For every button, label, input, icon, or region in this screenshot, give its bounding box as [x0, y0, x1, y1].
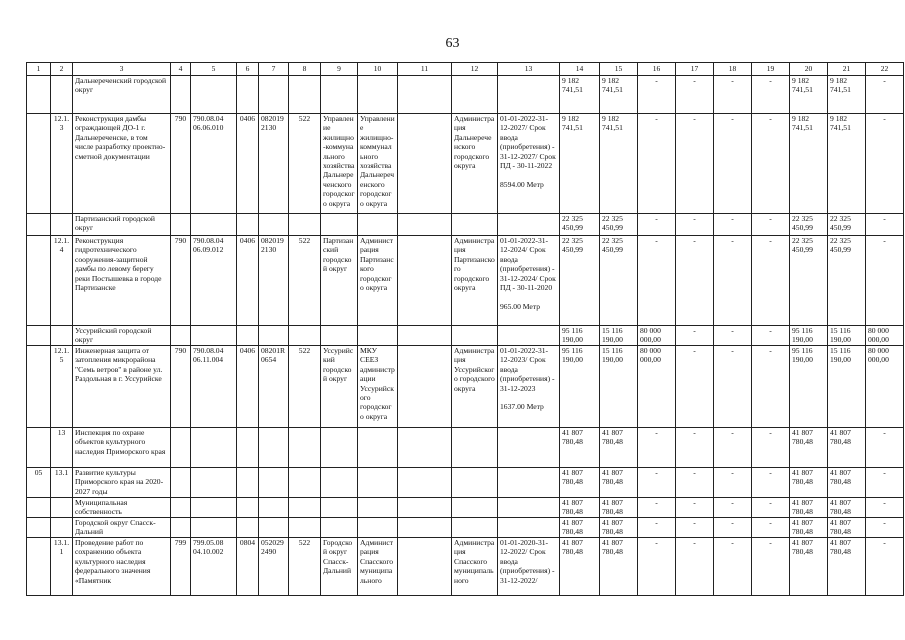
table-cell [358, 428, 398, 468]
table-cell [358, 76, 398, 114]
table-cell: - [714, 468, 752, 498]
table-cell: 12.1.4 [51, 236, 73, 326]
table-cell [358, 326, 398, 346]
table-cell: - [676, 538, 714, 596]
table-cell: - [752, 468, 790, 498]
column-number: 8 [289, 63, 321, 76]
table-cell: 9 182 741,51 [600, 76, 638, 114]
table-cell: - [714, 236, 752, 326]
column-number: 20 [790, 63, 828, 76]
table-cell: - [638, 236, 676, 326]
table-cell: 41 807 780,48 [828, 498, 866, 518]
table-row [27, 76, 904, 114]
table-cell: 522 [289, 346, 321, 428]
table-cell: 9 182 741,51 [790, 114, 828, 214]
table-cell [289, 214, 321, 236]
table-cell: - [638, 468, 676, 498]
table-cell [452, 518, 498, 538]
table-cell: 15 116 190,00 [600, 326, 638, 346]
table-cell: 22 325 450,99 [600, 214, 638, 236]
table-cell: 9 182 741,51 [560, 76, 600, 114]
table-cell: - [638, 76, 676, 114]
table-cell [498, 518, 560, 538]
column-number: 9 [321, 63, 358, 76]
table-cell: Администрация Партизанского городского округа [452, 236, 498, 326]
column-number: 1 [27, 63, 51, 76]
table-cell: 95 116 190,00 [790, 326, 828, 346]
table-cell: - [752, 214, 790, 236]
table-cell [398, 76, 452, 114]
table-cell [259, 214, 289, 236]
column-number: 22 [866, 63, 904, 76]
table-cell [259, 468, 289, 498]
table-cell: 01-01-2022-31-12-2023/ Срок ввода (приобретения) - 31-12-2023 1637.00 Метр [498, 346, 560, 428]
table-cell: - [866, 468, 904, 498]
column-number: 17 [676, 63, 714, 76]
table-cell: - [752, 538, 790, 596]
column-number: 12 [452, 63, 498, 76]
table-cell: 15 116 190,00 [828, 346, 866, 428]
table-cell: 95 116 190,00 [790, 346, 828, 428]
column-number: 21 [828, 63, 866, 76]
table-cell [321, 468, 358, 498]
table-cell: - [714, 76, 752, 114]
table-cell [237, 518, 259, 538]
table-cell: - [714, 346, 752, 428]
table-cell [259, 326, 289, 346]
table-cell [452, 326, 498, 346]
table-cell: Городской округ Спасск-Дальний [321, 538, 358, 596]
table-cell [398, 518, 452, 538]
table-cell: - [714, 214, 752, 236]
table-cell [398, 468, 452, 498]
column-number: 5 [191, 63, 237, 76]
table-cell: Проведение работ по сохранению объекта культурного наследия федерального значения «Памятник [73, 538, 171, 596]
table-cell: 12.1.3 [51, 114, 73, 214]
table-cell: 41 807 780,48 [560, 498, 600, 518]
table-cell [452, 214, 498, 236]
table-cell: - [714, 518, 752, 538]
table-cell [452, 498, 498, 518]
table-cell: Инспекция по охране объектов культурного наследия Приморского края [73, 428, 171, 468]
table-cell: 01-01-2020-31-12-2022/ Срок ввода (приобретения) - 31-12-2022/ [498, 538, 560, 596]
table-cell: - [714, 428, 752, 468]
column-number: 18 [714, 63, 752, 76]
table-cell: Развитие культуры Приморского края на 2020-2027 годы [73, 468, 171, 498]
table-cell: Уссурийский городской округ [73, 326, 171, 346]
table-cell: Дальнереченский городской округ [73, 76, 171, 114]
table-cell [237, 326, 259, 346]
table-cell: 22 325 450,99 [790, 236, 828, 326]
table-cell [452, 428, 498, 468]
table-cell: - [752, 346, 790, 428]
table-cell: - [676, 114, 714, 214]
table-cell [191, 428, 237, 468]
table-cell: 13.1 [51, 468, 73, 498]
table-cell: 95 116 190,00 [560, 326, 600, 346]
table-cell: 41 807 780,48 [790, 518, 828, 538]
table-cell: 22 325 450,99 [828, 236, 866, 326]
table-cell [27, 114, 51, 214]
table-cell [498, 498, 560, 518]
table-cell: 13.1.1 [51, 538, 73, 596]
table-cell: - [752, 326, 790, 346]
table-cell [398, 538, 452, 596]
table-cell: Администрация Уссурийского городского округа [452, 346, 498, 428]
table-cell [289, 468, 321, 498]
table-row [27, 498, 904, 518]
table-cell [27, 518, 51, 538]
table-cell: 41 807 780,48 [600, 428, 638, 468]
table-cell: 41 807 780,48 [560, 428, 600, 468]
table-cell [289, 498, 321, 518]
table-cell: 9 182 741,51 [828, 114, 866, 214]
table-cell: - [676, 76, 714, 114]
table-cell: - [638, 518, 676, 538]
table-cell: 80 000 000,00 [638, 346, 676, 428]
column-number: 15 [600, 63, 638, 76]
table-cell [191, 76, 237, 114]
table-cell: - [676, 498, 714, 518]
table-cell [27, 214, 51, 236]
table-cell: Реконструкция дамбы ограждающей ДО-1 г. Дальнереченске, в том числе разработку проектно-сметной документации [73, 114, 171, 214]
table-cell [171, 76, 191, 114]
table-cell [171, 518, 191, 538]
table-cell: - [752, 428, 790, 468]
table-cell: 41 807 780,48 [600, 518, 638, 538]
table-row [27, 346, 904, 428]
table-cell: 95 116 190,00 [560, 346, 600, 428]
table-cell: 08201R 0654 [259, 346, 289, 428]
table-cell: 790.08.04 06.06.010 [191, 114, 237, 214]
table-cell [398, 346, 452, 428]
table-cell: - [752, 114, 790, 214]
table-row [27, 518, 904, 538]
table-cell: - [676, 346, 714, 428]
table-cell: 12.1.5 [51, 346, 73, 428]
table-cell [321, 76, 358, 114]
table-cell: 01-01-2022-31-12-2024/ Срок ввода (приобретения) - 31-12-2024/ Срок ПД - 30-11-2020 965.00 Метр [498, 236, 560, 326]
table-cell: - [638, 538, 676, 596]
table-cell: - [638, 428, 676, 468]
column-number: 10 [358, 63, 398, 76]
table-cell: 9 182 741,51 [560, 114, 600, 214]
table-cell [27, 76, 51, 114]
column-number: 16 [638, 63, 676, 76]
table-cell [27, 498, 51, 518]
table-cell [398, 214, 452, 236]
column-number: 6 [237, 63, 259, 76]
table-cell: 41 807 780,48 [790, 428, 828, 468]
table-cell: 22 325 450,99 [790, 214, 828, 236]
table-cell: - [676, 428, 714, 468]
table-cell: 052029 2490 [259, 538, 289, 596]
table-cell: - [752, 236, 790, 326]
table-cell: 0406 [237, 346, 259, 428]
table-cell: - [866, 518, 904, 538]
table-cell [259, 428, 289, 468]
column-number: 19 [752, 63, 790, 76]
table-cell [498, 468, 560, 498]
table-cell: 41 807 780,48 [828, 428, 866, 468]
table-cell: - [752, 498, 790, 518]
table-cell: 41 807 780,48 [790, 468, 828, 498]
table-cell: 41 807 780,48 [828, 538, 866, 596]
table-cell: 522 [289, 236, 321, 326]
table-cell: - [714, 114, 752, 214]
table-cell [27, 346, 51, 428]
table-cell [289, 76, 321, 114]
table-cell [171, 428, 191, 468]
table-cell: 41 807 780,48 [828, 518, 866, 538]
table-cell: 80 000 000,00 [866, 346, 904, 428]
table-cell [398, 498, 452, 518]
table-cell: Муниципальная собственность [73, 498, 171, 518]
table-cell: 22 325 450,99 [600, 236, 638, 326]
table-cell: 41 807 780,48 [790, 498, 828, 518]
table-cell: 22 325 450,99 [560, 236, 600, 326]
table-cell: 80 000 000,00 [866, 326, 904, 346]
table-cell: - [866, 428, 904, 468]
budget-table [26, 62, 904, 596]
table-cell [191, 518, 237, 538]
table-cell [321, 498, 358, 518]
table-cell: Реконструкция гидротехнического сооружения-защитной дамбы по левому берегу реки Постышевка в городе Партизанске [73, 236, 171, 326]
table-cell: - [714, 498, 752, 518]
table-row [27, 428, 904, 468]
table-cell: 9 182 741,51 [600, 114, 638, 214]
table-row [27, 236, 904, 326]
table-cell: - [714, 538, 752, 596]
table-cell: 22 325 450,99 [828, 214, 866, 236]
table-cell [321, 428, 358, 468]
table-cell: 41 807 780,48 [560, 518, 600, 538]
table-cell: - [866, 236, 904, 326]
table-row [27, 538, 904, 596]
table-cell [27, 538, 51, 596]
column-number: 7 [259, 63, 289, 76]
table-cell [289, 428, 321, 468]
table-cell [171, 498, 191, 518]
table-cell: 799 [171, 538, 191, 596]
table-cell: 0406 [237, 236, 259, 326]
column-number: 4 [171, 63, 191, 76]
table-cell: Администрация Партизанского городского округа [358, 236, 398, 326]
table-cell: 05 [27, 468, 51, 498]
table-cell: - [714, 326, 752, 346]
table-cell: Администрация Спасского муниципального [358, 538, 398, 596]
table-cell: 790.08.04 06.09.012 [191, 236, 237, 326]
table-cell: - [676, 236, 714, 326]
table-cell: - [752, 76, 790, 114]
table-row [27, 114, 904, 214]
table-cell [27, 428, 51, 468]
table-cell: - [638, 214, 676, 236]
table-cell [498, 326, 560, 346]
table-cell [27, 236, 51, 326]
table-cell [358, 518, 398, 538]
table-cell: 41 807 780,48 [560, 538, 600, 596]
table-cell: 790 [171, 114, 191, 214]
table-cell [398, 236, 452, 326]
table-cell [289, 518, 321, 538]
table-cell [51, 326, 73, 346]
table-cell: 41 807 780,48 [600, 538, 638, 596]
table-cell: Партизанский городской округ [321, 236, 358, 326]
table-cell: МКУ СЕЕЗ администрации Уссурийского городского округа [358, 346, 398, 428]
table-cell [259, 498, 289, 518]
table-cell: - [866, 498, 904, 518]
table-cell: 80 000 000,00 [638, 326, 676, 346]
table-cell [398, 428, 452, 468]
table-cell: 9 182 741,51 [828, 76, 866, 114]
column-number: 14 [560, 63, 600, 76]
table-cell [237, 214, 259, 236]
table-cell [191, 468, 237, 498]
table-cell [237, 428, 259, 468]
table-cell: 9 182 741,51 [790, 76, 828, 114]
table-cell: 41 807 780,48 [828, 468, 866, 498]
table-cell: - [866, 114, 904, 214]
table-cell: 522 [289, 538, 321, 596]
table-cell [452, 76, 498, 114]
table-cell: 790 [171, 236, 191, 326]
table-cell [259, 76, 289, 114]
column-number-row [27, 63, 904, 76]
table-cell [237, 498, 259, 518]
table-cell [51, 214, 73, 236]
table-row [27, 214, 904, 236]
table-cell: 790 [171, 346, 191, 428]
table-cell [321, 214, 358, 236]
table-cell: - [638, 498, 676, 518]
table-cell: 790.08.04 06.11.004 [191, 346, 237, 428]
table-row [27, 468, 904, 498]
table-cell: - [752, 518, 790, 538]
table-cell [321, 518, 358, 538]
table-cell [51, 76, 73, 114]
table-cell: Управление жилищно-коммунального хозяйства Дальнереченского городского округа [358, 114, 398, 214]
table-cell: - [866, 214, 904, 236]
table-cell: 01-01-2022-31-12-2027/ Срок ввода (приобретения) - 31-12-2027/ Срок ПД - 30-11-2022 8594.00 Метр [498, 114, 560, 214]
table-cell: Городской округ Спасск-Дальний [73, 518, 171, 538]
table-cell [51, 518, 73, 538]
table-cell: Управление жилищно-коммунального хозяйства Дальнереченского городского округа [321, 114, 358, 214]
table-cell: - [866, 76, 904, 114]
table-cell [398, 114, 452, 214]
table-cell: 22 325 450,99 [560, 214, 600, 236]
table-cell [289, 326, 321, 346]
table-cell: Уссурийский городской округ [321, 346, 358, 428]
table-cell: 0406 [237, 114, 259, 214]
table-cell [191, 498, 237, 518]
table-cell: Инженерная защита от затопления микрорайона "Семь ветров" в районе ул. Раздольная в г. Уссурийске [73, 346, 171, 428]
table-cell [171, 468, 191, 498]
table-cell: - [676, 518, 714, 538]
table-cell [171, 326, 191, 346]
table-cell: - [866, 538, 904, 596]
table-cell: 082019 2130 [259, 114, 289, 214]
table-cell [237, 76, 259, 114]
table-cell [498, 428, 560, 468]
column-number: 13 [498, 63, 560, 76]
table-cell [259, 518, 289, 538]
table-cell: Администрация Дальнереченского городского округа [452, 114, 498, 214]
table-cell: 799.05.08 04.10.002 [191, 538, 237, 596]
table-cell [498, 76, 560, 114]
table-cell: 41 807 780,48 [600, 498, 638, 518]
table-cell: 41 807 780,48 [600, 468, 638, 498]
table-cell [398, 326, 452, 346]
table-cell [358, 498, 398, 518]
column-number: 11 [398, 63, 452, 76]
table-cell [358, 214, 398, 236]
table-cell [452, 468, 498, 498]
table-cell: Партизанский городской округ [73, 214, 171, 236]
table-cell: 13 [51, 428, 73, 468]
table-cell: 082019 2130 [259, 236, 289, 326]
table-cell: - [676, 326, 714, 346]
table-cell: 41 807 780,48 [790, 538, 828, 596]
table-cell: 0804 [237, 538, 259, 596]
table-cell [498, 214, 560, 236]
table-cell: 15 116 190,00 [600, 346, 638, 428]
table-cell [171, 214, 191, 236]
table-cell [191, 326, 237, 346]
column-number: 3 [73, 63, 171, 76]
table-cell: Администрация Спасского муниципального [452, 538, 498, 596]
table-cell [237, 468, 259, 498]
table-cell [358, 468, 398, 498]
page-number: 63 [445, 36, 460, 51]
table-cell [191, 214, 237, 236]
table-cell: - [638, 114, 676, 214]
table-cell: 15 116 190,00 [828, 326, 866, 346]
table-cell: 522 [289, 114, 321, 214]
column-number: 2 [51, 63, 73, 76]
table-cell [321, 326, 358, 346]
table-cell [27, 326, 51, 346]
table-row [27, 326, 904, 346]
table-cell: 41 807 780,48 [560, 468, 600, 498]
table-cell: - [676, 214, 714, 236]
table-cell: - [676, 468, 714, 498]
table-cell [51, 498, 73, 518]
